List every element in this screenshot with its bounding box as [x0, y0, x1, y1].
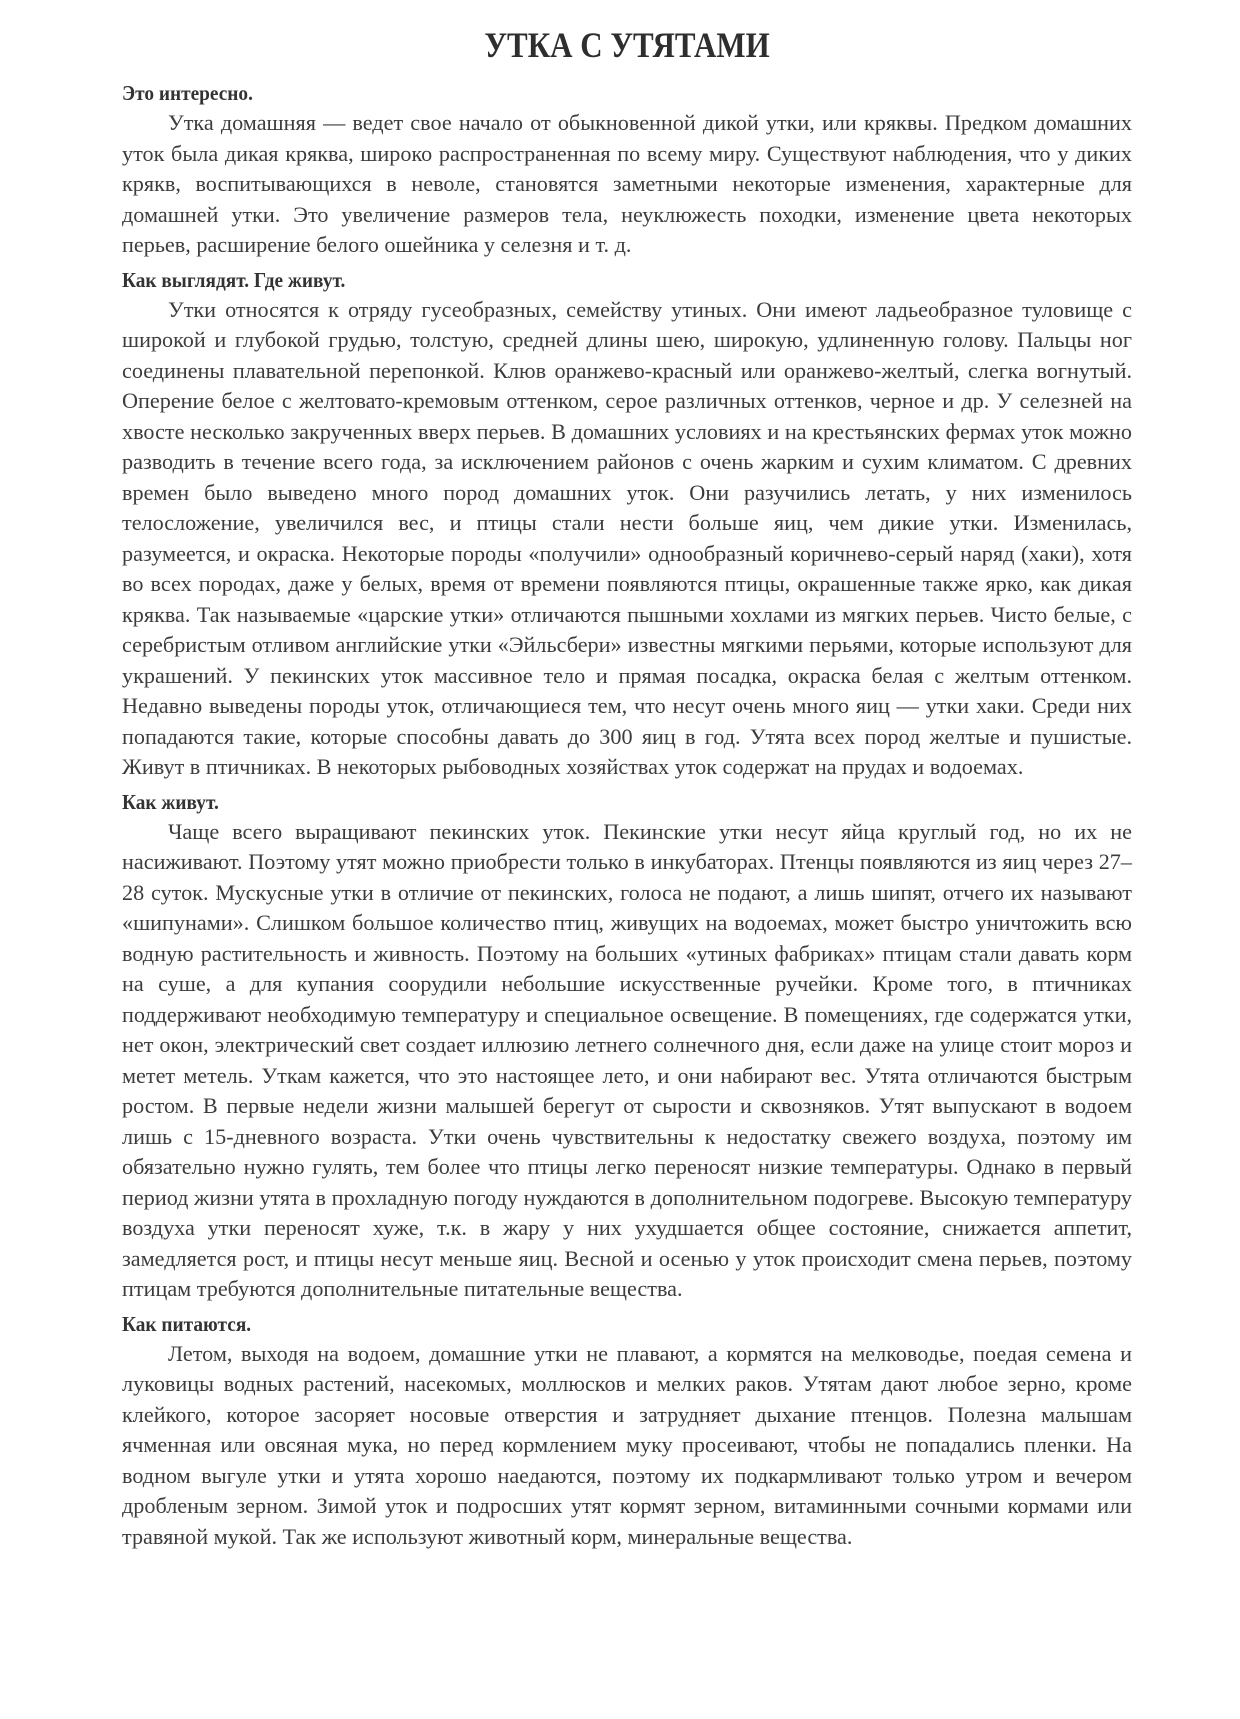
section-heading: Как живут.: [122, 789, 219, 814]
section-paragraph: Утка домашняя — ведет свое начало от обыкновенной дикой утки, или кряквы. Предком домашних уток была дикая кряква, широко распространенная по всему миру. Существуют наблюдения, что у диких крякв, воспитывающихся в неволе, становятся заметными некоторые изменения, характерные для домашней утки. Это увеличение размеров тела, неуклюжесть походки, изменение цвета некоторых перьев, расширение белого ошейника у селезня и т. д.: [122, 110, 1132, 257]
section-interesting: [122, 78, 1132, 261]
section-feeding: [122, 1309, 1132, 1553]
section-paragraph: Чаще всего выращивают пекинских уток. Пекинские утки несут яйца круглый год, но их не насиживают. Поэтому утят можно приобрести только в инкубаторах. Птенцы появляются из яиц через 27–28 суток. Мускусные утки в отличие от пекинских, голоса не подают, а лишь шипят, отчего их называют «шипунами». Слишком большое количество птиц, живущих на водоемах, может быстро уничтожить всю водную растительность и живность. Поэтому на больших «утиных фабриках» птицам стали давать корм на суше, а для купания соорудили небольшие искусственные ручейки. Кроме того, в птичниках поддерживают необходимую температуру и специальное освещение. В помещениях, где содержатся утки, нет окон, электрический свет создает иллюзию летнего солнечного дня, если даже на улице стоит мороз и метет метель. Уткам кажется, что это настоящее лето, и они набирают вес. Утята отличаются быстрым ростом. В первые недели жизни малышей берегут от сырости и сквозняков. Утят выпускают в водоем лишь с 15-дневного возраста. Утки очень чувствительны к недостатку свежего воздуха, поэтому им обязательно нужно гулять, тем более что птицы легко переносят низкие температуры. Однако в первый период жизни утята в прохладную погоду нуждаются в дополнительном подогреве. Высокую температуру воздуха утки переносят хуже, т.к. в жару у них ухудшается общее состояние, снижается аппетит, замедляется рост, и птицы несут меньше яиц. Весной и осенью у уток происходит смена перьев, поэтому птицам требуются дополнительные питательные вещества.: [122, 818, 1132, 1301]
section-heading: Как питаются.: [122, 1311, 252, 1336]
section-heading: Это интересно.: [122, 81, 253, 105]
section-appearance-habitat: [122, 265, 1132, 783]
section-paragraph: Утки относятся к отряду гусеобразных, семейству утиных. Они имеют ладьеобразное туловище с широкой и глубокой грудью, толстую, средней длины шею, широкую, удлиненную голову. Пальцы ног соединены плавательной перепонкой. Клюв оранжево-красный или оранжево-желтый, слегка вогнутый. Оперение белое с желтовато-кремовым оттенком, серое различных оттенков, черное и др. У селезней на хвосте несколько закрученных вверх перьев. В домашних условиях и на крестьянских фермах уток можно разводить в течение всего года, за исключением районов с очень жарким и сухим климатом. С древних времен было выведено много пород домашних уток. Они разучились летать, у них изменилось телосложение, увеличился вес, и птицы стали нести больше яиц, чем дикие утки. Изменилась, разумеется, и окраска. Некоторые породы «получили» однообразный коричнево-серый наряд (хаки), хотя во всех породах, даже у белых, время от времени появляются птицы, окрашенные также ярко, как дикая кряква. Так называемые «царские утки» отличаются пышными хохлами из мягких перьев. Чисто белые, с серебристым отливом английские утки «Эйльсбери» известны мягкими перьями, которые используют для украшений. У пекинских уток массивное тело и прямая посадка, окраска белая с желтым оттенком. Недавно выведены породы уток, отличающиеся тем, что несут очень много яиц — утки хаки. Среди них попадаются такие, которые способны давать до 300 яиц в год. Утята всех пород желтые и пушистые. Живут в птичниках. В некоторых рыбоводных хозяйствах уток содержат на прудах и водоемах.: [122, 296, 1132, 779]
section-heading: Как выглядят. Где живут.: [122, 267, 346, 292]
page-title: УТКА С УТЯТАМИ: [484, 25, 770, 65]
section-paragraph: Летом, выходя на водоем, домашние утки не плавают, а кормятся на мелководье, поедая семена и луковицы водных растений, насекомых, моллюсков и мелких раков. Утятам дают любое зерно, кроме клейкого, которое засоряет носовые отверстия и затрудняет дыхание птенцов. Полезна малышам ячменная или овсяная мука, но перед кормлением муку просеивают, чтобы не попадались пленки. На водном выгуле утки и утята хорошо наедаются, поэтому их подкармливают только утром и вечером дробленым зерном. Зимой уток и подросших утят кормят зерном, витаминными сочными кормами или травяной мукой. Так же используют животный корм, минеральные вещества.: [122, 1340, 1132, 1549]
section-how-they-live: [122, 787, 1132, 1305]
